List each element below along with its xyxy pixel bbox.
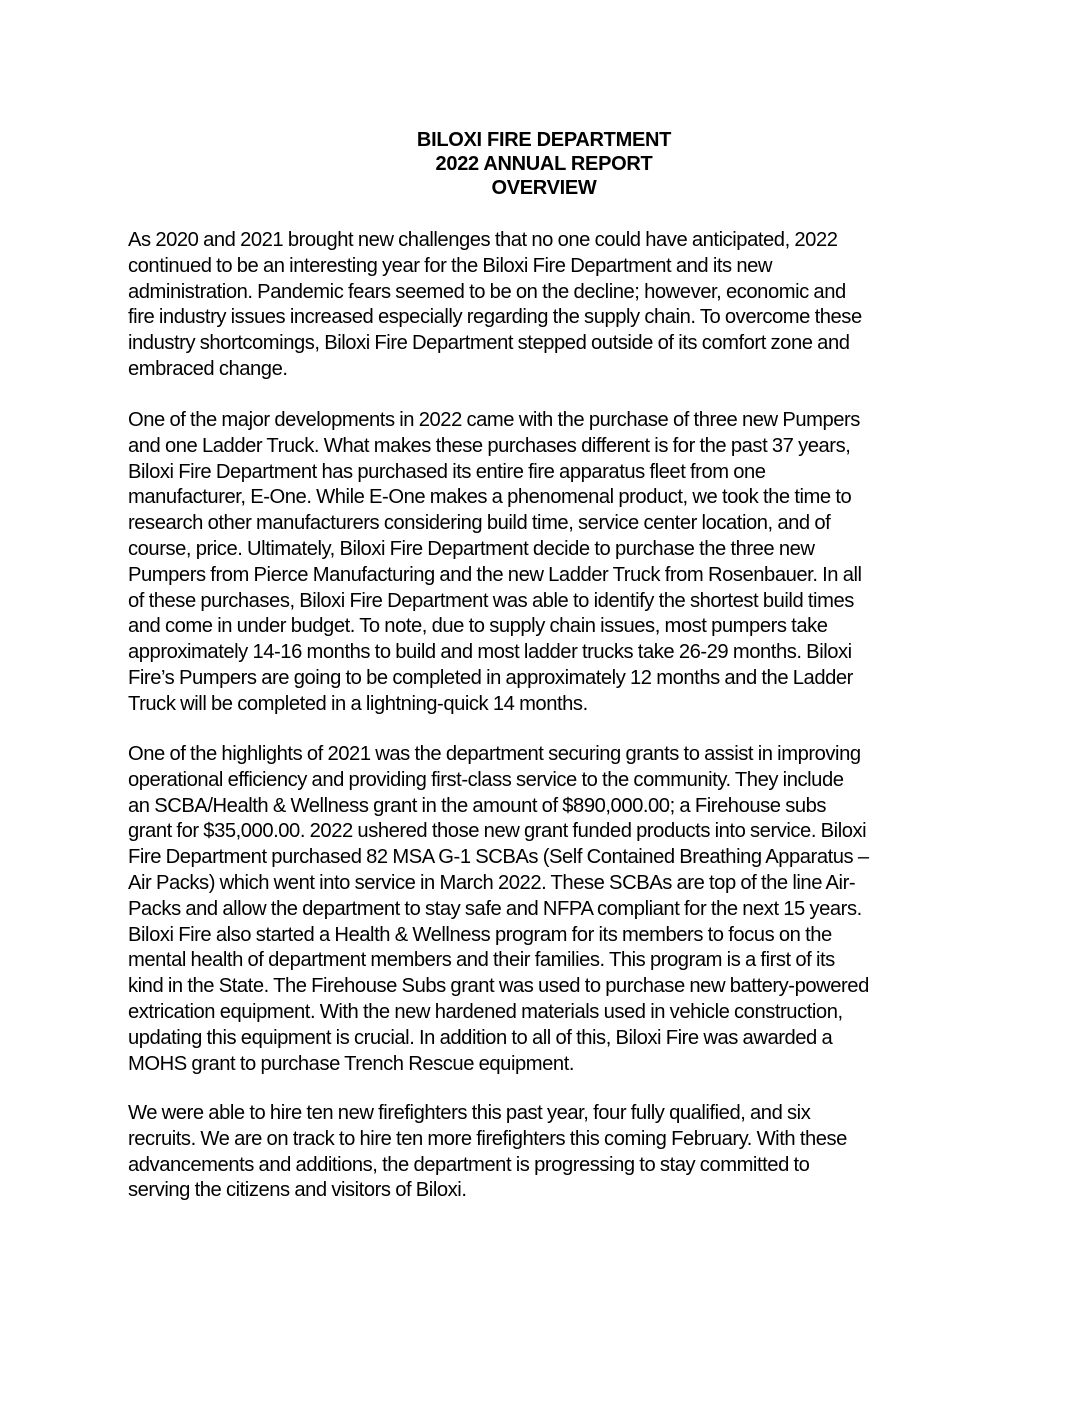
text-line: recruits. We are on track to hire ten more firefighters this coming February. With these <box>128 1127 847 1150</box>
text-line: advancements and additions, the department is progressing to stay committed to <box>128 1153 810 1176</box>
text-line: continued to be an interesting year for the Biloxi Fire Department and its new <box>128 254 773 277</box>
text-line: and one Ladder Truck. What makes these purchases different is for the past 37 years, <box>128 434 851 457</box>
text-line: Fire’s Pumpers are going to be completed in approximately 12 months and the Ladder <box>128 666 853 689</box>
text-line: research other manufacturers considering build time, service center location, and of <box>128 512 831 535</box>
paragraph-grants <box>128 742 968 1077</box>
text-line: mental health of department members and their families. This program is a first of its <box>128 949 835 972</box>
text-line: administration. Pandemic fears seemed to be on the decline; however, economic and <box>128 280 846 303</box>
text-line: an SCBA/Health & Wellness grant in the amount of $890,000.00; a Firehouse subs <box>128 794 827 817</box>
text-line: We were able to hire ten new firefighters this past year, four fully qualified, and six <box>128 1102 811 1124</box>
paragraph-intro <box>128 228 968 383</box>
text-line: fire industry issues increased especially regarding the supply chain. To overcome these <box>128 306 862 329</box>
text-line: One of the highlights of 2021 was the department securing grants to assist in improving <box>128 743 861 765</box>
text-line: Biloxi Fire also started a Health & Wellness program for its members to focus on the <box>128 923 832 946</box>
text-line: Biloxi Fire Department has purchased its entire fire apparatus fleet from one <box>128 460 766 483</box>
text-line: grant for $35,000.00. 2022 ushered those new grant funded products into service. Biloxi <box>128 820 867 843</box>
text-line: kind in the State. The Firehouse Subs grant was used to purchase new battery-powered <box>128 975 869 998</box>
text-line: manufacturer, E-One. While E-One makes a phenomenal product, we took the time to <box>128 486 852 509</box>
text-line: As 2020 and 2021 brought new challenges that no one could have anticipated, 2022 <box>128 229 838 251</box>
text-line: Packs and allow the department to stay safe and NFPA compliant for the next 15 years. <box>128 897 862 920</box>
text-line: and come in under budget. To note, due to supply chain issues, most pumpers take <box>128 615 828 638</box>
text-line: Pumpers from Pierce Manufacturing and the new Ladder Truck from Rosenbauer. In all <box>128 563 862 586</box>
text-line: serving the citizens and visitors of Biloxi. <box>128 1179 467 1202</box>
text-line: Air Packs) which went into service in March 2022. These SCBAs are top of the line Air- <box>128 871 856 894</box>
text-line: Truck will be completed in a lightning-quick 14 months. <box>128 692 588 715</box>
title-line-section: OVERVIEW <box>491 177 597 199</box>
text-line: industry shortcomings, Biloxi Fire Department stepped outside of its comfort zone and <box>128 332 850 355</box>
paragraph-hiring <box>128 1101 968 1204</box>
text-line: MOHS grant to purchase Trench Rescue equipment. <box>128 1052 575 1075</box>
text-line: embraced change. <box>128 357 288 380</box>
text-line: operational efficiency and providing first-class service to the community. They include <box>128 768 844 791</box>
text-line: updating this equipment is crucial. In addition to all of this, Biloxi Fire was awarded a <box>128 1026 833 1049</box>
text-line: approximately 14-16 months to build and most ladder trucks take 26-29 months. Biloxi <box>128 641 852 664</box>
text-line: course, price. Ultimately, Biloxi Fire Department decide to purchase the three new <box>128 537 815 560</box>
title-line-organization: BILOXI FIRE DEPARTMENT <box>416 129 672 151</box>
document-title <box>0 128 1088 200</box>
title-line-report: 2022 ANNUAL REPORT <box>435 153 653 175</box>
text-line: extrication equipment. With the new hardened materials used in vehicle construction, <box>128 1000 843 1023</box>
text-line: Fire Department purchased 82 MSA G-1 SCBAs (Self Contained Breathing Apparatus – <box>128 846 869 869</box>
paragraph-apparatus-purchases <box>128 408 968 718</box>
text-line: of these purchases, Biloxi Fire Department was able to identify the shortest build times <box>128 589 854 612</box>
text-line: One of the major developments in 2022 came with the purchase of three new Pumpers <box>128 409 860 431</box>
